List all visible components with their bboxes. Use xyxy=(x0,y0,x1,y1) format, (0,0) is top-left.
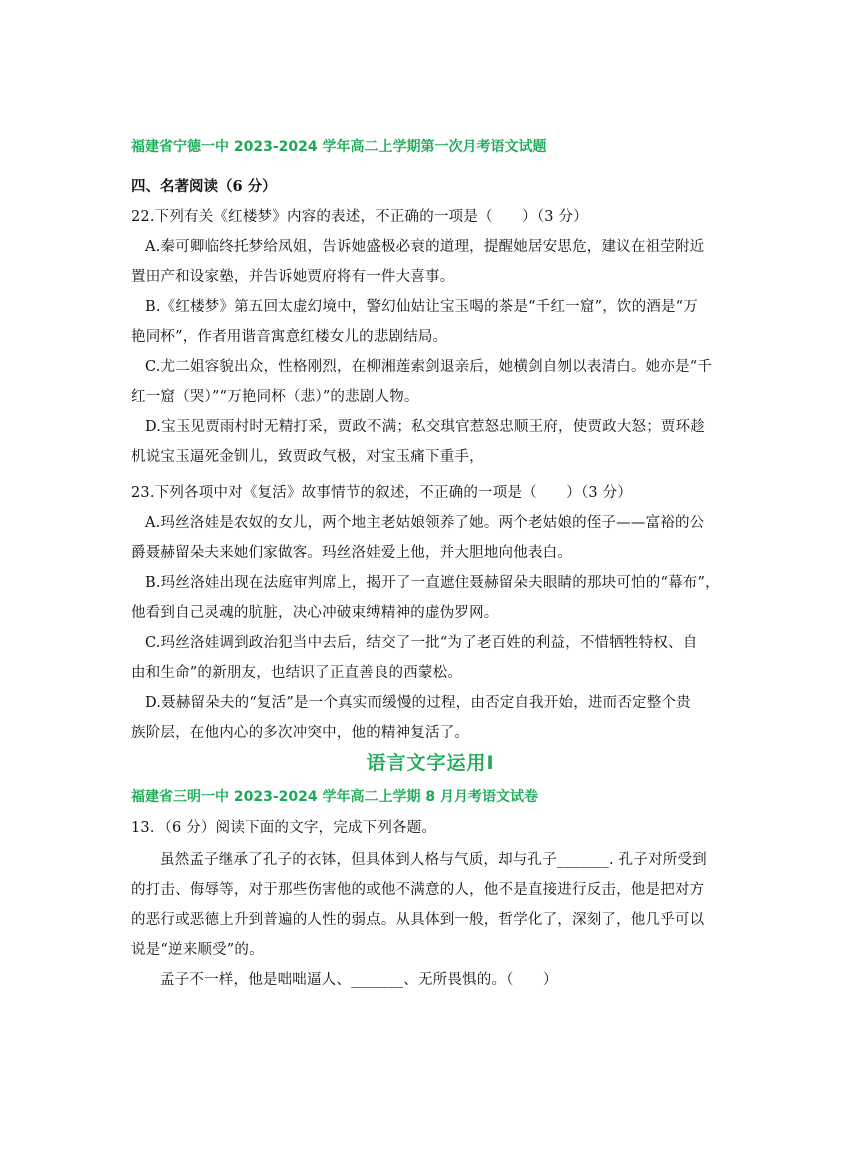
q23-option-a-cont: 爵聂赫留朵夫来她们家做客。玛丝洛娃爱上他，并大胆地向他表白。 xyxy=(131,545,572,561)
q23-option-d: D.聂赫留朵夫的“复活”是一个真实而缓慢的过程，由否定自我开始，进而否定整个贵 xyxy=(145,695,691,711)
q22-option-a-cont: 置田产和设家塾，并告诉她贾府将有一件大喜事。 xyxy=(131,269,455,285)
q22-option-d-cont: 机说宝玉逼死金钏儿，致贾政气极，对宝玉痛下重手， xyxy=(131,449,484,465)
q22-option-b-cont: 艳同杯”，作者用谐音寓意红楼女儿的悲剧结局。 xyxy=(131,329,448,345)
source-title-sanming: 福建省三明一中 2023-2024 学年高二上学期 8 月月考语文试卷 xyxy=(131,789,538,805)
q23-option-c-cont: 由和生命”的新朋友，也结识了正直善良的西蒙松。 xyxy=(131,665,463,681)
q23-option-c: C.玛丝洛娃调到政治犯当中去后，结交了一批“为了老百姓的利益，不惜牺牲特权、自 xyxy=(145,635,698,651)
q23-option-b: B.玛丝洛娃出现在法庭审判席上，揭开了一直遮住聂赫留朵夫眼睛的那块可怕的“幕布”， xyxy=(145,575,720,591)
q22-option-d: D.宝玉见贾雨村时无精打采，贾政不满；私交琪官惹怒忠顺王府，使贾政大怒；贾环趁 xyxy=(145,419,706,435)
q22-option-a: A.秦可卿临终托梦给凤姐，告诉她盛极必衰的道理，提醒她居安思危，建议在祖茔附近 xyxy=(145,239,705,255)
question-22-stem: 22.下列有关《红楼梦》内容的表述，不正确的一项是（ ）（3 分） xyxy=(131,209,588,225)
q22-option-c: C.尤二姐容貌出众，性格刚烈，在柳湘莲索剑退亲后，她横剑自刎以表清白。她亦是“千 xyxy=(145,359,713,375)
q23-option-a: A.玛丝洛娃是农奴的女儿，两个地主老姑娘领养了她。两个老姑娘的侄子——富裕的公 xyxy=(145,515,705,531)
section-title-language-use: 语言文字运用Ⅰ xyxy=(366,752,495,774)
q13-paragraph-1-line-1: 虽然孟子继承了孔子的衣钵，但具体到人格与气质，却与孔子_______. 孔子对所受到 xyxy=(160,852,707,868)
q23-option-b-cont: 他看到自己灵魂的肮脏，决心冲破束缚精神的虚伪罗网。 xyxy=(131,605,499,621)
q13-paragraph-1-line-4: 说是“逆来顺受”的。 xyxy=(131,942,264,958)
source-title-ningde: 福建省宁德一中 2023-2024 学年高二上学期第一次月考语文试题 xyxy=(131,139,547,155)
question-23-stem: 23.下列各项中对《复活》故事情节的叙述，不正确的一项是（ ）（3 分） xyxy=(131,485,633,501)
question-13-stem: 13．（6 分）阅读下面的文字，完成下列各题。 xyxy=(131,820,437,836)
q13-paragraph-1-line-3: 的恶行或恶德上升到普遍的人性的弱点。从具体到一般，哲学化了，深刻了，他几乎可以 xyxy=(131,912,705,928)
q23-option-d-cont: 族阶层，在他内心的多次冲突中，他的精神复活了。 xyxy=(131,725,470,741)
q22-option-c-cont: 红一窟（哭）”“万艳同杯（悲）”的悲剧人物。 xyxy=(131,389,419,405)
q22-option-b: B.《红楼梦》第五回太虚幻境中，警幻仙姑让宝玉喝的茶是“千红一窟”，饮的酒是“万 xyxy=(145,299,698,315)
section-heading: 四、名著阅读（6 分） xyxy=(131,178,277,195)
q13-paragraph-1-line-2: 的打击、侮辱等，对于那些伤害他的或他不满意的人，他不是直接进行反击，他是把对方 xyxy=(131,882,705,898)
q13-paragraph-2: 孟子不一样，他是咄咄逼人、_______、无所畏惧的。（ ） xyxy=(160,972,558,988)
